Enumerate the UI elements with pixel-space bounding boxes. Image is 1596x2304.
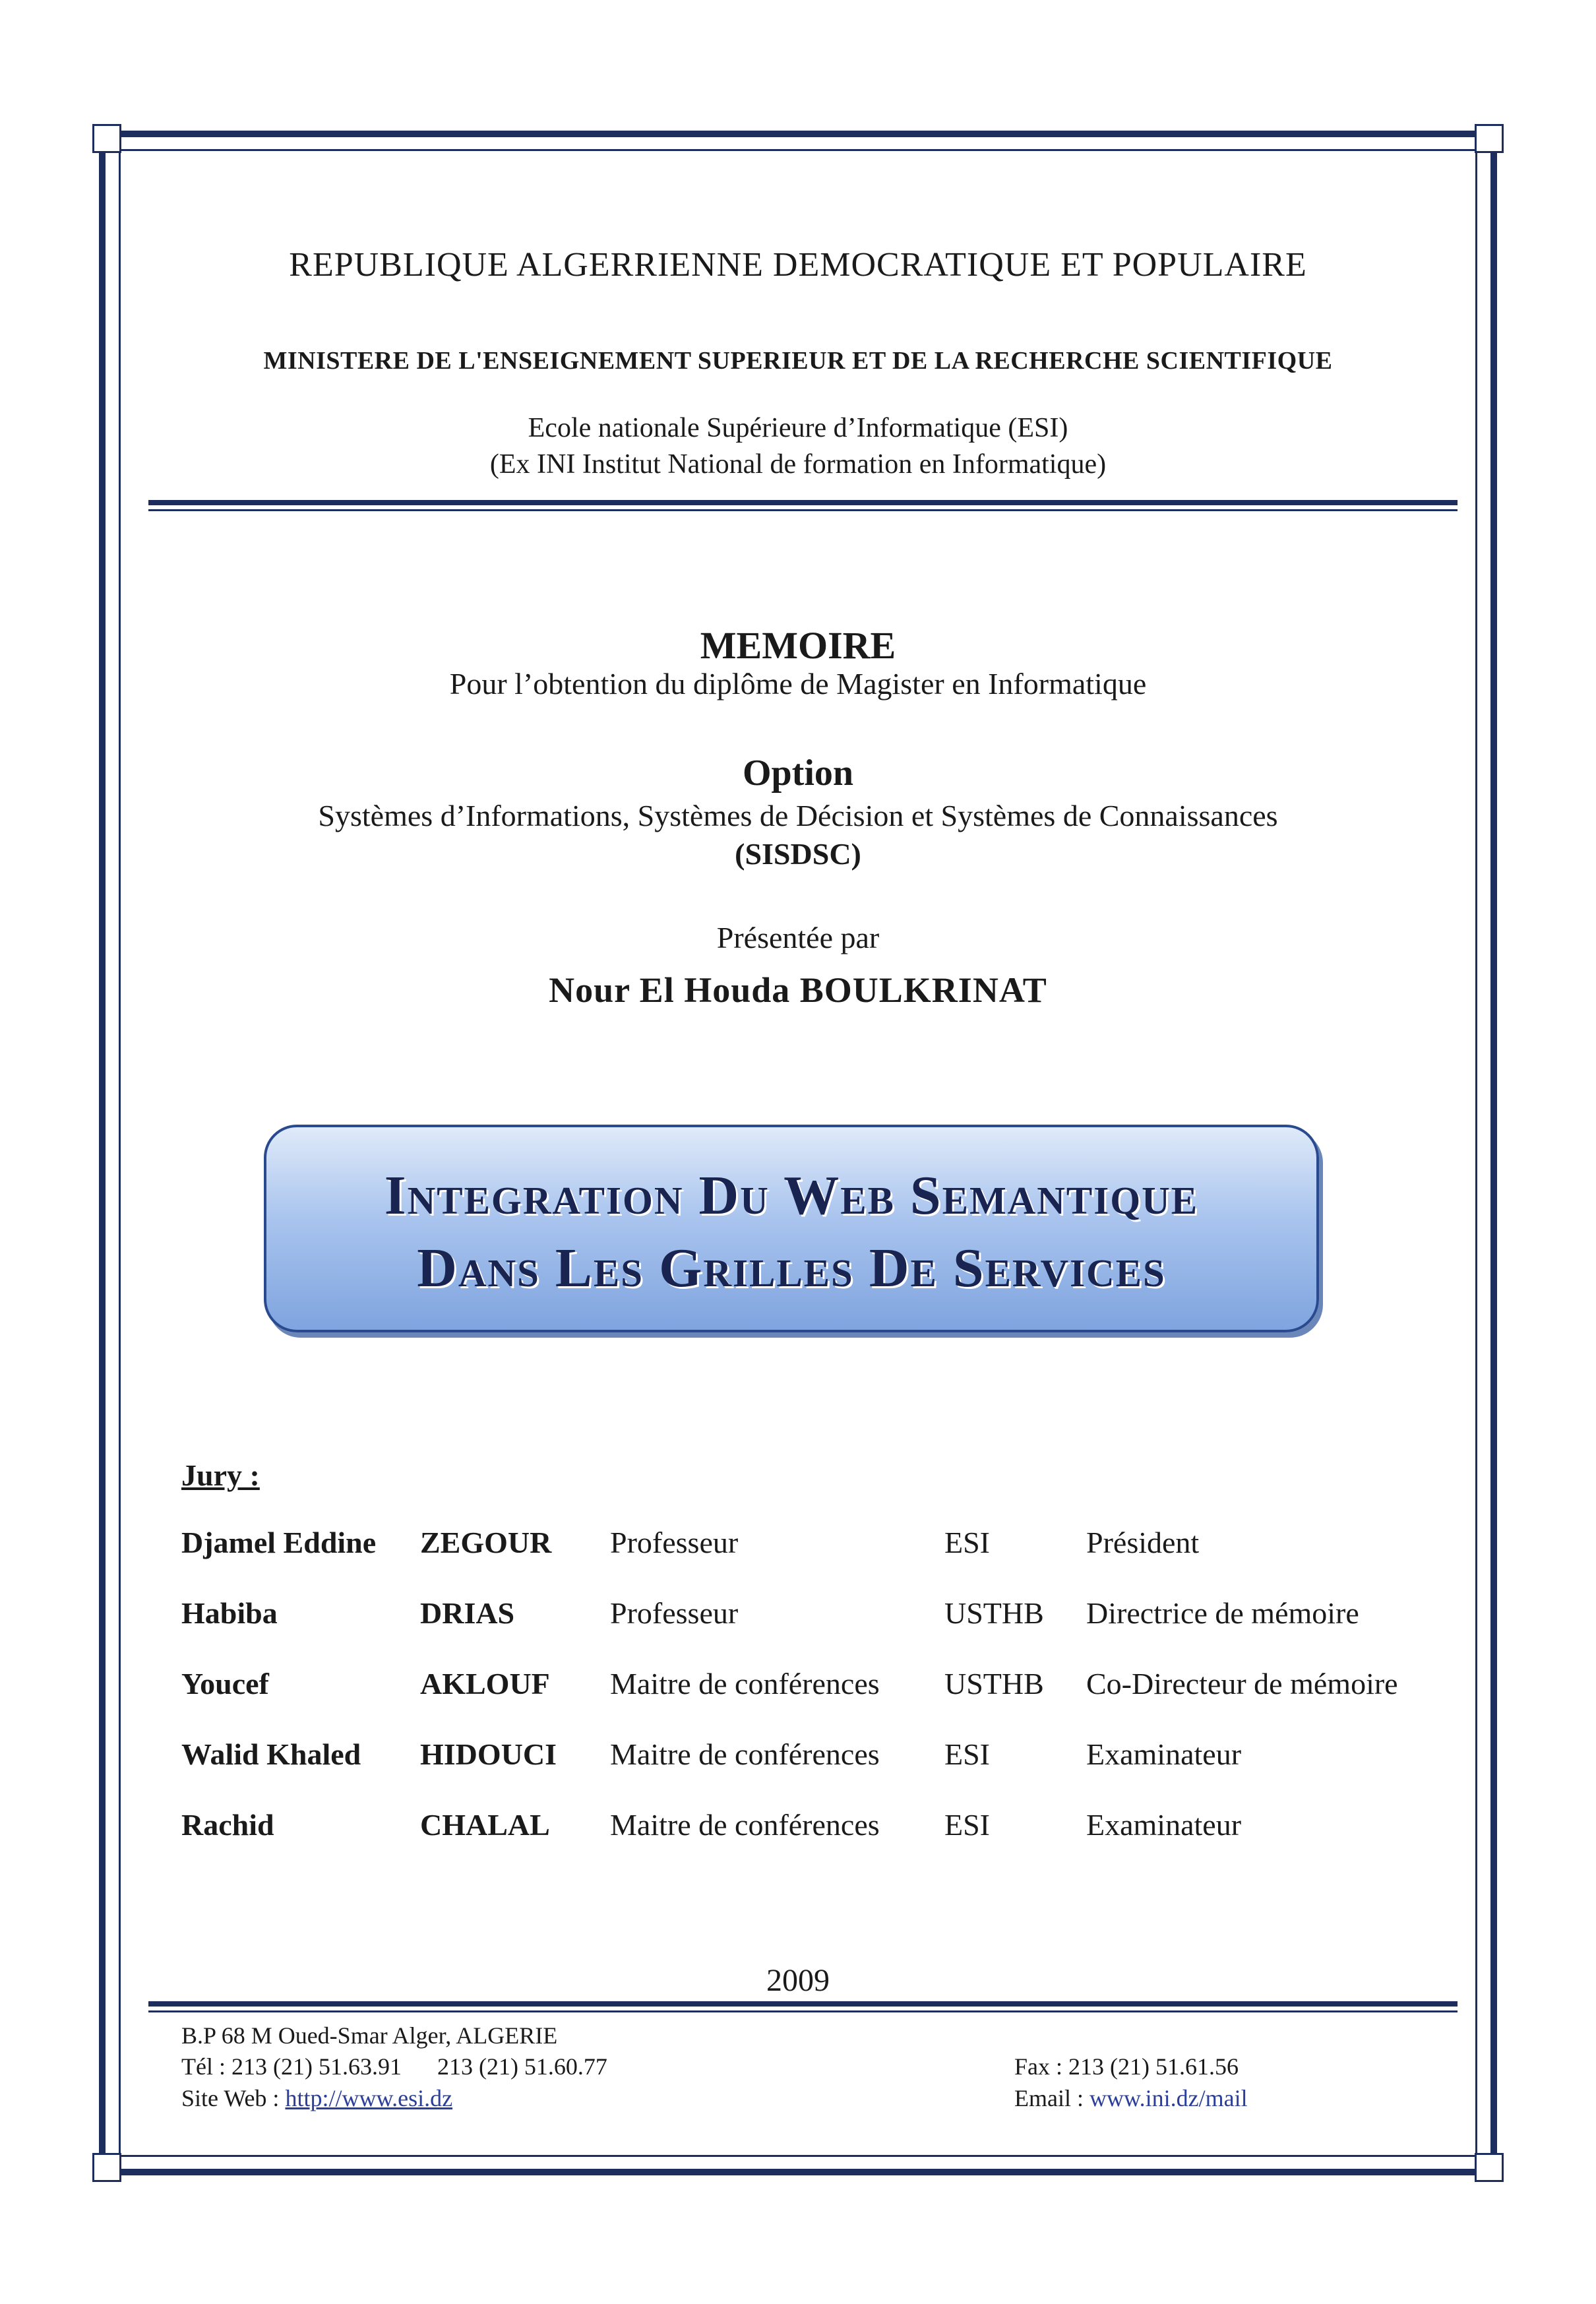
jury-role: Examinateur (1086, 1737, 1242, 1771)
option-description: Systèmes d’Informations, Systèmes de Décision et Systèmes de Connaissances (318, 799, 1278, 832)
website-label: Site Web : (181, 2085, 280, 2111)
jury-grade: Professeur (610, 1526, 739, 1559)
jury-first-name: Habiba (181, 1596, 278, 1630)
footer-rule-thin (148, 2010, 1458, 2012)
footer-telephone: Tél : 213 (21) 51.63.91 213 (21) 51.60.77 (181, 2053, 607, 2080)
footer-website (181, 2084, 452, 2112)
jury-last-name: HIDOUCI (420, 1737, 557, 1771)
jury-row (181, 1807, 1467, 1847)
website-link[interactable]: http://www.esi.dz (285, 2085, 453, 2111)
footer-address: B.P 68 M Oued-Smar Alger, ALGERIE (181, 2022, 558, 2049)
diploma-purpose: Pour l’obtention du diplôme de Magister en Informatique (449, 667, 1147, 701)
jury-role: Co-Directeur de mémoire (1086, 1667, 1398, 1700)
frame-corner-bottom-right (1475, 2153, 1504, 2182)
year: 2009 (766, 1963, 830, 1998)
thesis-title-line-1: Integration Du Web Semantique (384, 1165, 1199, 1226)
footer-fax: Fax : 213 (21) 51.61.56 (1014, 2053, 1239, 2080)
jury-institution: USTHB (944, 1667, 1044, 1700)
jury-first-name: Walid Khaled (181, 1737, 361, 1771)
author-name: Nour El Houda BOULKRINAT (549, 970, 1047, 1010)
jury-row (181, 1737, 1467, 1776)
email-link[interactable]: www.ini.dz/mail (1089, 2085, 1248, 2111)
jury-last-name: DRIAS (420, 1596, 515, 1630)
header-rule-thick (148, 500, 1458, 505)
jury-label: Jury : (181, 1458, 260, 1492)
frame-corner-top-right (1475, 124, 1504, 153)
jury-grade: Maitre de conférences (610, 1808, 880, 1842)
document-type: MEMOIRE (700, 624, 896, 667)
frame-corner-bottom-left (92, 2153, 121, 2182)
jury-role: Président (1086, 1526, 1200, 1559)
option-abbreviation: (SISDSC) (735, 837, 861, 871)
thesis-title-box (264, 1125, 1319, 1332)
jury-grade: Maitre de conférences (610, 1667, 880, 1700)
jury-row (181, 1666, 1467, 1706)
email-label: Email : (1014, 2085, 1084, 2111)
thesis-title-line-2: Dans Les Grilles De Services (417, 1237, 1166, 1299)
school-former-name: (Ex INI Institut National de formation en Informatique) (489, 449, 1107, 480)
presented-by-label: Présentée par (716, 921, 880, 954)
footer-rule-thick (148, 2001, 1458, 2007)
frame-corner-top-left (92, 124, 121, 153)
jury-last-name: ZEGOUR (420, 1526, 552, 1559)
jury-row (181, 1596, 1467, 1635)
jury-first-name: Djamel Eddine (181, 1526, 377, 1559)
jury-grade: Professeur (610, 1596, 739, 1630)
jury-institution: ESI (944, 1808, 990, 1842)
jury-institution: ESI (944, 1526, 990, 1559)
option-label: Option (742, 753, 854, 794)
jury-role: Examinateur (1086, 1808, 1242, 1842)
jury-row (181, 1525, 1467, 1565)
jury-grade: Maitre de conférences (610, 1737, 880, 1771)
jury-first-name: Youcef (181, 1667, 269, 1700)
jury-institution: ESI (944, 1737, 990, 1771)
jury-last-name: AKLOUF (420, 1667, 550, 1700)
jury-role: Directrice de mémoire (1086, 1596, 1359, 1630)
ministry-heading: MINISTERE DE L'ENSEIGNEMENT SUPERIEUR ET DE LA RECHERCHE SCIENTIFIQUE (263, 347, 1333, 375)
footer-email (1014, 2084, 1248, 2112)
jury-last-name: CHALAL (420, 1808, 550, 1842)
jury-institution: USTHB (944, 1596, 1044, 1630)
republic-heading: REPUBLIQUE ALGERRIENNE DEMOCRATIQUE ET POPULAIRE (289, 246, 1307, 284)
school-name: Ecole nationale Supérieure d’Informatique (ESI) (528, 413, 1068, 443)
jury-first-name: Rachid (181, 1808, 274, 1842)
header-rule-thin (148, 509, 1458, 511)
